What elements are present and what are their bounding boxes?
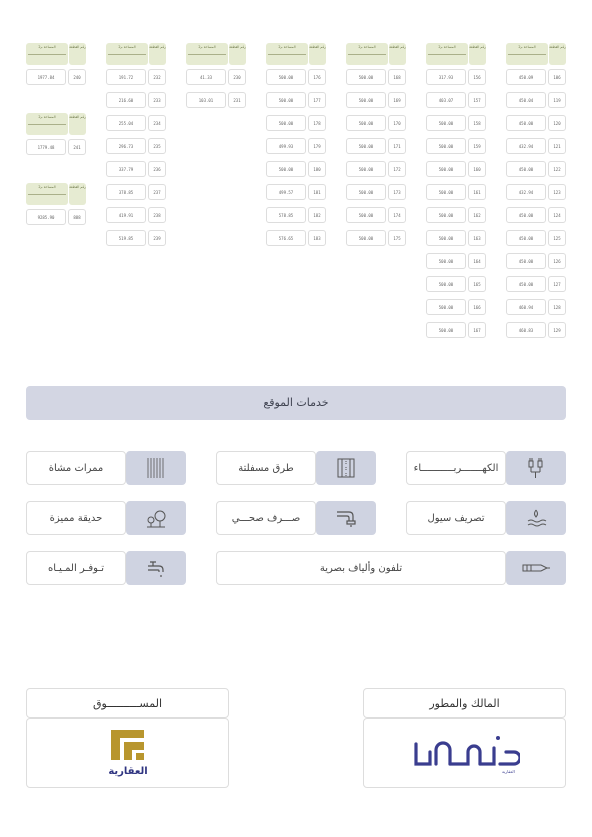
table-row [346,134,406,157]
table-row [26,135,86,158]
plot-number: 172 [388,161,406,177]
plot-area: 450.00 [506,276,546,292]
plot-number: 230 [228,69,246,85]
table-header [426,43,486,65]
plot-area: 500.00 [426,138,466,154]
plot-area: 103.01 [186,92,226,108]
plot-area: 432.94 [506,184,546,200]
plot-number: 119 [548,92,566,108]
plot-area: 500.00 [266,92,306,108]
service-label: تصريف سيول [406,501,506,535]
table-row [506,134,566,157]
table-row [426,134,486,157]
area-header: المساحة م2 [106,43,148,65]
area-header: المساحة م2 [26,183,68,205]
service-label: صـــرف صحـــي [216,501,316,535]
plot-area: 337.79 [106,161,146,177]
plot-area: 500.00 [426,184,466,200]
plot-area: 500.00 [426,207,466,223]
table-row [346,111,406,134]
paved-road-icon [316,451,376,485]
marketer-logo-icon [98,727,158,779]
plot-number: 163 [468,230,486,246]
table-row [346,226,406,249]
flood-drainage-icon [506,501,566,535]
table-row [266,226,326,249]
table-row [426,111,486,134]
electricity-icon [506,451,566,485]
plot-area: 500.00 [426,230,466,246]
table-row [186,88,246,111]
plot-area: 450.00 [506,161,546,177]
table-row [106,65,166,88]
plot-number: 129 [548,322,566,338]
plot-number-header: رقم القطعة [69,113,86,135]
plot-number: 231 [228,92,246,108]
plot-number: 175 [388,230,406,246]
plot-area: 450.04 [506,92,546,108]
plots-table [26,113,86,158]
plot-area: 450.09 [506,69,546,85]
service-label: ممرات مشاة [26,451,126,485]
plot-area: 500.00 [266,69,306,85]
table-row [26,65,86,88]
plot-number: 161 [468,184,486,200]
plot-number: 124 [548,207,566,223]
area-header: المساحة م2 [186,43,228,65]
plot-number: 127 [548,276,566,292]
plot-area: 450.00 [506,253,546,269]
table-row [26,205,86,228]
table-row [506,111,566,134]
service-item [26,551,186,585]
plot-area: 460.94 [506,299,546,315]
plot-number: 241 [68,139,86,155]
header-divider [268,54,306,55]
plot-area: 500.00 [426,322,466,338]
plot-area: 191.72 [106,69,146,85]
plot-number: 120 [548,115,566,131]
plot-number-header: رقم القطعة [389,43,406,65]
service-item [26,451,186,485]
plot-number: 182 [308,207,326,223]
plot-number: 167 [468,322,486,338]
plot-number: 156 [468,69,486,85]
header-divider [108,54,146,55]
plot-number: 128 [548,299,566,315]
table-row [266,157,326,180]
plot-area: 500.00 [426,161,466,177]
header-divider [348,54,386,55]
plot-number: 237 [148,184,166,200]
table-header [346,43,406,65]
table-row [506,157,566,180]
plot-number: 177 [308,92,326,108]
plots-table [266,43,326,249]
plot-number: 174 [388,207,406,223]
plot-number: 181 [308,184,326,200]
plot-number-header: رقم القطعة [69,43,86,65]
table-row [266,111,326,134]
service-item [406,501,566,535]
plot-area: 500.00 [346,230,386,246]
table-row [346,157,406,180]
header-divider [28,194,66,195]
table-row [106,157,166,180]
service-item [26,501,186,535]
table-row [266,180,326,203]
owner-logo-icon [410,730,520,776]
service-label: طرق مسفلتة [216,451,316,485]
plot-number: 179 [308,138,326,154]
plot-area: 432.94 [506,138,546,154]
table-row [506,180,566,203]
plot-number: 180 [308,161,326,177]
plot-number: 157 [468,92,486,108]
plot-number: 125 [548,230,566,246]
plot-area: 500.00 [266,115,306,131]
area-header: المساحة م2 [346,43,388,65]
header-divider [508,54,546,55]
plot-area: 317.93 [426,69,466,85]
plot-number: 165 [468,276,486,292]
plot-number: 235 [148,138,166,154]
plot-area: 296.73 [106,138,146,154]
table-row [426,157,486,180]
area-header: المساحة م2 [506,43,548,65]
table-row [106,226,166,249]
area-header: المساحة م2 [26,43,68,65]
plot-number: 176 [308,69,326,85]
plot-area: 1977.84 [26,69,66,85]
plot-area: 578.85 [266,207,306,223]
plot-number-header: رقم القطعة [69,183,86,205]
table-row [506,318,566,341]
plot-number: 170 [388,115,406,131]
table-row [346,203,406,226]
plot-number: 106 [548,69,566,85]
plot-number: 183 [308,230,326,246]
table-row [426,272,486,295]
service-item [406,451,566,485]
table-row [106,88,166,111]
plot-area: 1779.48 [26,139,66,155]
table-header [26,183,86,205]
fiber-cable-icon [506,551,566,585]
water-tap-icon [126,551,186,585]
pedestrian-walkway-icon [126,451,186,485]
table-row [426,295,486,318]
table-header [506,43,566,65]
plot-area: 500.00 [426,115,466,131]
plot-area: 499.93 [266,138,306,154]
table-row [106,111,166,134]
plot-number: 888 [68,209,86,225]
table-row [506,249,566,272]
plot-area: 500.00 [346,115,386,131]
plot-number: 122 [548,161,566,177]
garden-icon [126,501,186,535]
table-row [346,65,406,88]
plot-number: 160 [468,161,486,177]
table-row [506,226,566,249]
plot-number: 159 [468,138,486,154]
plots-table [26,43,86,88]
plot-number: 173 [388,184,406,200]
header-divider [188,54,226,55]
table-row [426,65,486,88]
table-row [106,134,166,157]
service-label: الكهـــــــربـــــــــــاء [406,451,506,485]
plot-number: 240 [68,69,86,85]
plots-table [506,43,566,341]
table-row [186,65,246,88]
plot-area: 500.00 [346,138,386,154]
marketer-label: المســــــــــوق [26,688,229,718]
plot-area: 519.85 [106,230,146,246]
table-row [506,88,566,111]
plot-number: 232 [148,69,166,85]
service-label: حديقة مميزة [26,501,126,535]
plot-area: 216.60 [106,92,146,108]
plot-area: 500.00 [266,161,306,177]
table-row [506,65,566,88]
plot-area: 500.00 [426,253,466,269]
plot-area: 500.00 [346,69,386,85]
plot-area: 403.07 [426,92,466,108]
plot-number: 233 [148,92,166,108]
table-row [426,226,486,249]
plot-area: 460.83 [506,322,546,338]
table-row [266,134,326,157]
plot-number: 168 [388,69,406,85]
plots-table [426,43,486,341]
sewage-pipe-icon [316,501,376,535]
plot-area: 419.91 [106,207,146,223]
plot-area: 499.57 [266,184,306,200]
marketer-logo [26,718,229,788]
svg-text:العقارية: العقارية [501,769,515,774]
table-row [266,88,326,111]
table-header [26,113,86,135]
plot-number: 238 [148,207,166,223]
plot-area: 378.85 [106,184,146,200]
plot-area: 450.00 [506,207,546,223]
header-divider [28,54,66,55]
plot-area: 500.00 [346,207,386,223]
area-header: المساحة م2 [266,43,308,65]
table-header [266,43,326,65]
plot-area: 255.04 [106,115,146,131]
table-row [426,249,486,272]
area-header: المساحة م2 [426,43,468,65]
table-row [106,180,166,203]
plots-table [346,43,406,249]
plot-number: 126 [548,253,566,269]
plot-area: 500.00 [346,184,386,200]
table-row [506,203,566,226]
plot-number: 123 [548,184,566,200]
plot-number: 234 [148,115,166,131]
table-row [266,65,326,88]
plot-number-header: رقم القطعة [549,43,566,65]
service-label: تـوفـر المـيـاه [26,551,126,585]
plot-number-header: رقم القطعة [469,43,486,65]
plot-number: 236 [148,161,166,177]
plot-number-header: رقم القطعة [229,43,246,65]
table-header [26,43,86,65]
service-item [216,501,376,535]
plot-number: 178 [308,115,326,131]
table-row [346,180,406,203]
plot-area: 576.65 [266,230,306,246]
table-row [426,180,486,203]
plot-area: 450.00 [506,115,546,131]
plot-number-header: رقم القطعة [149,43,166,65]
table-row [346,88,406,111]
service-item [216,551,566,585]
plot-number: 239 [148,230,166,246]
svg-text:العقارية: العقارية [107,766,148,777]
plot-number: 166 [468,299,486,315]
table-row [506,272,566,295]
service-item [216,451,376,485]
plots-table [106,43,166,249]
plot-number: 171 [388,138,406,154]
header-divider [28,124,66,125]
area-header: المساحة م2 [26,113,68,135]
table-header [106,43,166,65]
table-header [186,43,246,65]
plot-number-header: رقم القطعة [309,43,326,65]
service-label: تلفون وألياف بصرية [216,551,506,585]
plot-number: 158 [468,115,486,131]
services-title: خدمات الموقع [26,386,566,420]
plot-area: 41.33 [186,69,226,85]
table-row [426,88,486,111]
plot-area: 450.00 [506,230,546,246]
plots-table [186,43,246,111]
plot-area: 500.00 [346,92,386,108]
table-row [426,203,486,226]
plot-number: 169 [388,92,406,108]
plot-number: 162 [468,207,486,223]
table-row [266,203,326,226]
plot-area: 9285.90 [26,209,66,225]
header-divider [428,54,466,55]
plot-area: 500.00 [426,276,466,292]
table-row [506,295,566,318]
owner-logo [363,718,566,788]
table-row [106,203,166,226]
plot-area: 500.00 [426,299,466,315]
plot-number: 121 [548,138,566,154]
plot-number: 164 [468,253,486,269]
table-row [426,318,486,341]
owner-label: المالك والمطور [363,688,566,718]
plots-table [26,183,86,228]
plot-area: 500.00 [346,161,386,177]
